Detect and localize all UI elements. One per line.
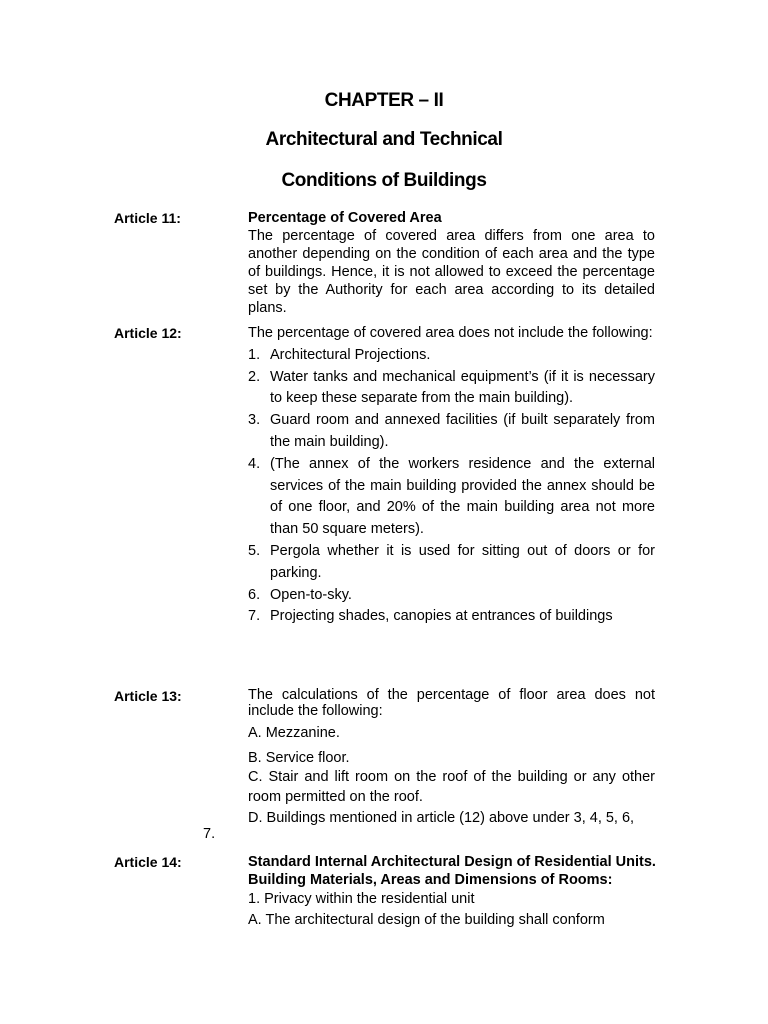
list-item: 6. Open-to-sky. bbox=[248, 586, 352, 603]
article-14-line-2: A. The architectural design of the building shall conform bbox=[248, 912, 605, 928]
chapter-title: CHAPTER – II bbox=[324, 90, 444, 111]
article-14-heading-2: Building Materials, Areas and Dimensions of Rooms: bbox=[248, 872, 613, 888]
article-13-item-c: C. Stair and lift room on the roof of the building or any other room permitted on the roof. bbox=[248, 769, 655, 805]
list-item: 4. (The annex of the workers residence and the external services of the main building provided the annex should be of one floor, and 20% of the main building area not more than 50 square meters). bbox=[248, 455, 655, 538]
list-item: 7. Projecting shades, canopies at entrances of buildings bbox=[248, 608, 613, 625]
chapter-subtitle-1: Architectural and Technical bbox=[265, 129, 503, 150]
article-13-item-d: D. Buildings mentioned in article (12) above under 3, 4, 5, 6, bbox=[248, 810, 635, 826]
article-14-label: Article 14: bbox=[114, 854, 182, 870]
article-11-heading: Percentage of Covered Area bbox=[248, 210, 442, 226]
article-14-heading-1: Standard Internal Architectural Design of Residential Units. bbox=[248, 854, 656, 870]
article-11-body bbox=[248, 209, 655, 317]
article-13-item-b: B. Service floor. bbox=[248, 750, 350, 766]
list-item: 2. Water tanks and mechanical equipment’s (if it is necessary to keep these separate from the main building). bbox=[248, 368, 655, 407]
article-11-text: The percentage of covered area differs from one area to another depending on the condition of each area and the type of buildings. Hence, it is not allowed to exceed the percentage set by the Authority for each area according to its detailed plans. bbox=[248, 228, 655, 316]
list-item: 5. Pergola whether it is used for sitting out of doors or for parking. bbox=[248, 542, 655, 581]
article-11-label: Article 11: bbox=[114, 210, 181, 226]
article-14-line-1: 1. Privacy within the residential unit bbox=[248, 891, 475, 907]
article-13-intro: The calculations of the percentage of floor area does not include the following: bbox=[248, 687, 655, 719]
article-13-item-a: A. Mezzanine. bbox=[248, 725, 340, 741]
article-13-body bbox=[248, 687, 655, 827]
article-12-intro: The percentage of covered area does not include the following: bbox=[248, 325, 653, 341]
article-12-body bbox=[248, 323, 655, 628]
list-item: 1. Architectural Projections. bbox=[248, 346, 431, 363]
article-14-body bbox=[248, 853, 668, 929]
article-12-label: Article 12: bbox=[114, 325, 182, 341]
article-13-label: Article 13: bbox=[114, 688, 182, 704]
article-13-item-d-continued: 7. bbox=[203, 826, 216, 842]
chapter-subtitle-2: Conditions of Buildings bbox=[281, 170, 487, 191]
list-item: 3. Guard room and annexed facilities (if built separately from the main building). bbox=[248, 412, 655, 450]
